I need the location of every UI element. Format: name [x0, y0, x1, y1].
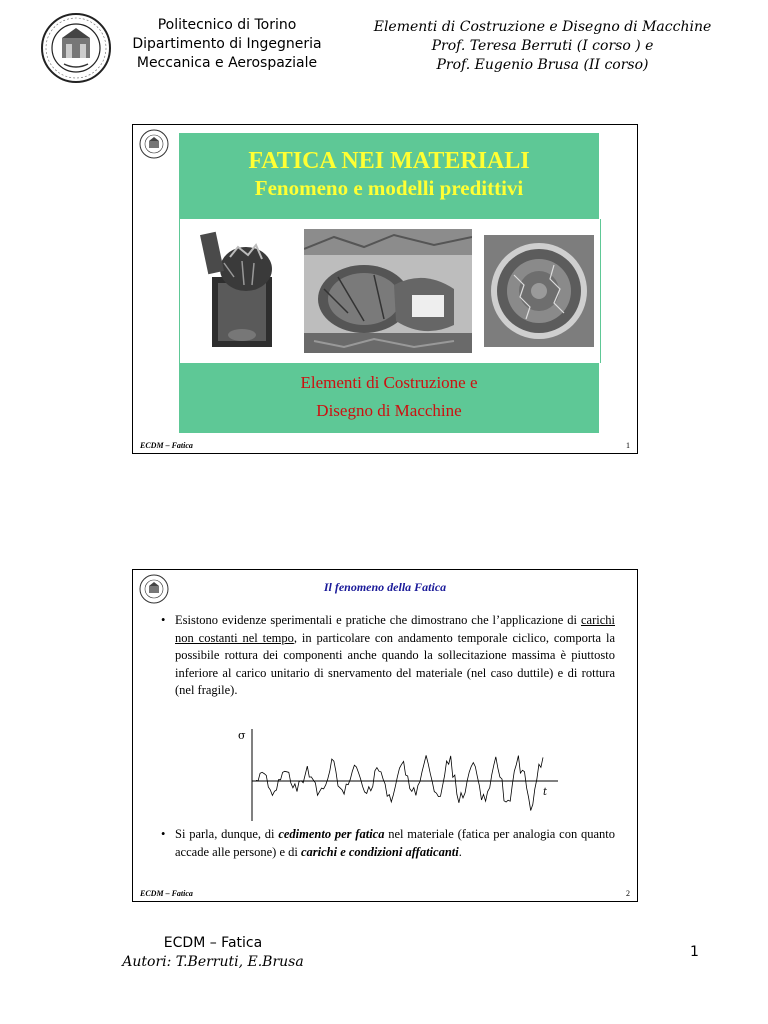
course-title: Elementi di Costruzione e Disegno di Macchine [373, 19, 712, 35]
slide-title: Il fenomeno della Fatica [323, 580, 447, 594]
photo-strip [179, 219, 601, 363]
course-header [350, 18, 735, 75]
fracture-surface-photo [484, 235, 594, 347]
bullet-paragraph-2: • Si parla, dunque, di cedimento per fatica nel materiale (fatica per analogia con quanto accade alle persone) e di carichi e condizioni affaticanti. [161, 827, 615, 859]
bullet-1-rest: , in particolare con andamento temporale ciclico, comporta la possibile rottura dei componenti anche quando la sollecitazione massima è piuttosto inferiore al carico unitario di snervamento del materiale (nel caso duttile) e di rottura (nel fragile). [175, 630, 615, 697]
institution-header [122, 16, 332, 73]
page-footer [118, 934, 308, 972]
bullet-2-bold-1: cedimento per fatica [278, 827, 385, 841]
bullet-paragraph-1: • Esistono evidenze sperimentali e pratiche che dimostrano che l’applicazione di carichi non costanti nel tempo, in particolare con andamento temporale ciclico, comporta la possibile rottura dei componenti anche quando la sollecitazione massima è piuttosto inferiore al carico unitario di snervamento del materiale (nel caso duttile) e di rottura (nel fragile). [161, 613, 615, 697]
slide-title-band [179, 133, 599, 219]
slide-number: 2 [626, 889, 630, 898]
bullet-2-text: Si parla, dunque, di [175, 827, 279, 841]
slide-footer: ECDM – Fatica [140, 889, 193, 898]
professor-line-1: Prof. Teresa Berruti (I corso ) e [431, 38, 654, 54]
professor-line-2: Prof. Eugenio Brusa (II corso) [436, 57, 649, 73]
bullet-1-text: Esistono evidenze sperimentali e pratiche che dimostrano che l’applicazione di [175, 613, 581, 627]
bullet-1-underlined: carichi non costanti nel tempo [175, 613, 615, 645]
course-line-2: Disegno di Macchine [316, 401, 462, 420]
slide-footer: ECDM – Fatica [140, 441, 193, 450]
slide-number: 1 [626, 441, 630, 450]
bullet-2-bold-2: carichi e condizioni affaticanti [300, 844, 459, 859]
university-seal-icon [40, 12, 112, 84]
department-name-cont: Meccanica e Aerospaziale [136, 55, 318, 71]
page-number: 1 [690, 944, 699, 960]
bullet-2-end: . [458, 844, 462, 859]
chart-y-label: σ [238, 729, 246, 742]
slide-subtitle: Fenomeno e modelli predittivi [254, 176, 524, 200]
course-band [179, 363, 599, 433]
slide-seal-icon [139, 129, 169, 159]
department-name: Dipartimento di Ingegneria [132, 36, 322, 52]
stress-time-chart [228, 725, 568, 825]
institution-name: Politecnico di Torino [157, 17, 297, 33]
footer-course: ECDM – Fatica [163, 935, 263, 951]
slide-2 [132, 569, 638, 902]
course-line-1: Elementi di Costruzione e [300, 373, 478, 392]
slide-1 [132, 124, 638, 454]
fractured-component-photo [190, 227, 294, 355]
stress-signal-line [256, 755, 543, 810]
slide-title: FATICA NEI MATERIALI [248, 148, 530, 174]
bullet-2-text-2: nel materiale (fatica per analogia con quanto accade alle persone) e di [175, 827, 615, 859]
footer-authors: Autori: T.Berruti, E.Brusa [122, 954, 304, 970]
chart-x-label: t [543, 787, 548, 798]
failed-rotor-photo [304, 229, 472, 353]
